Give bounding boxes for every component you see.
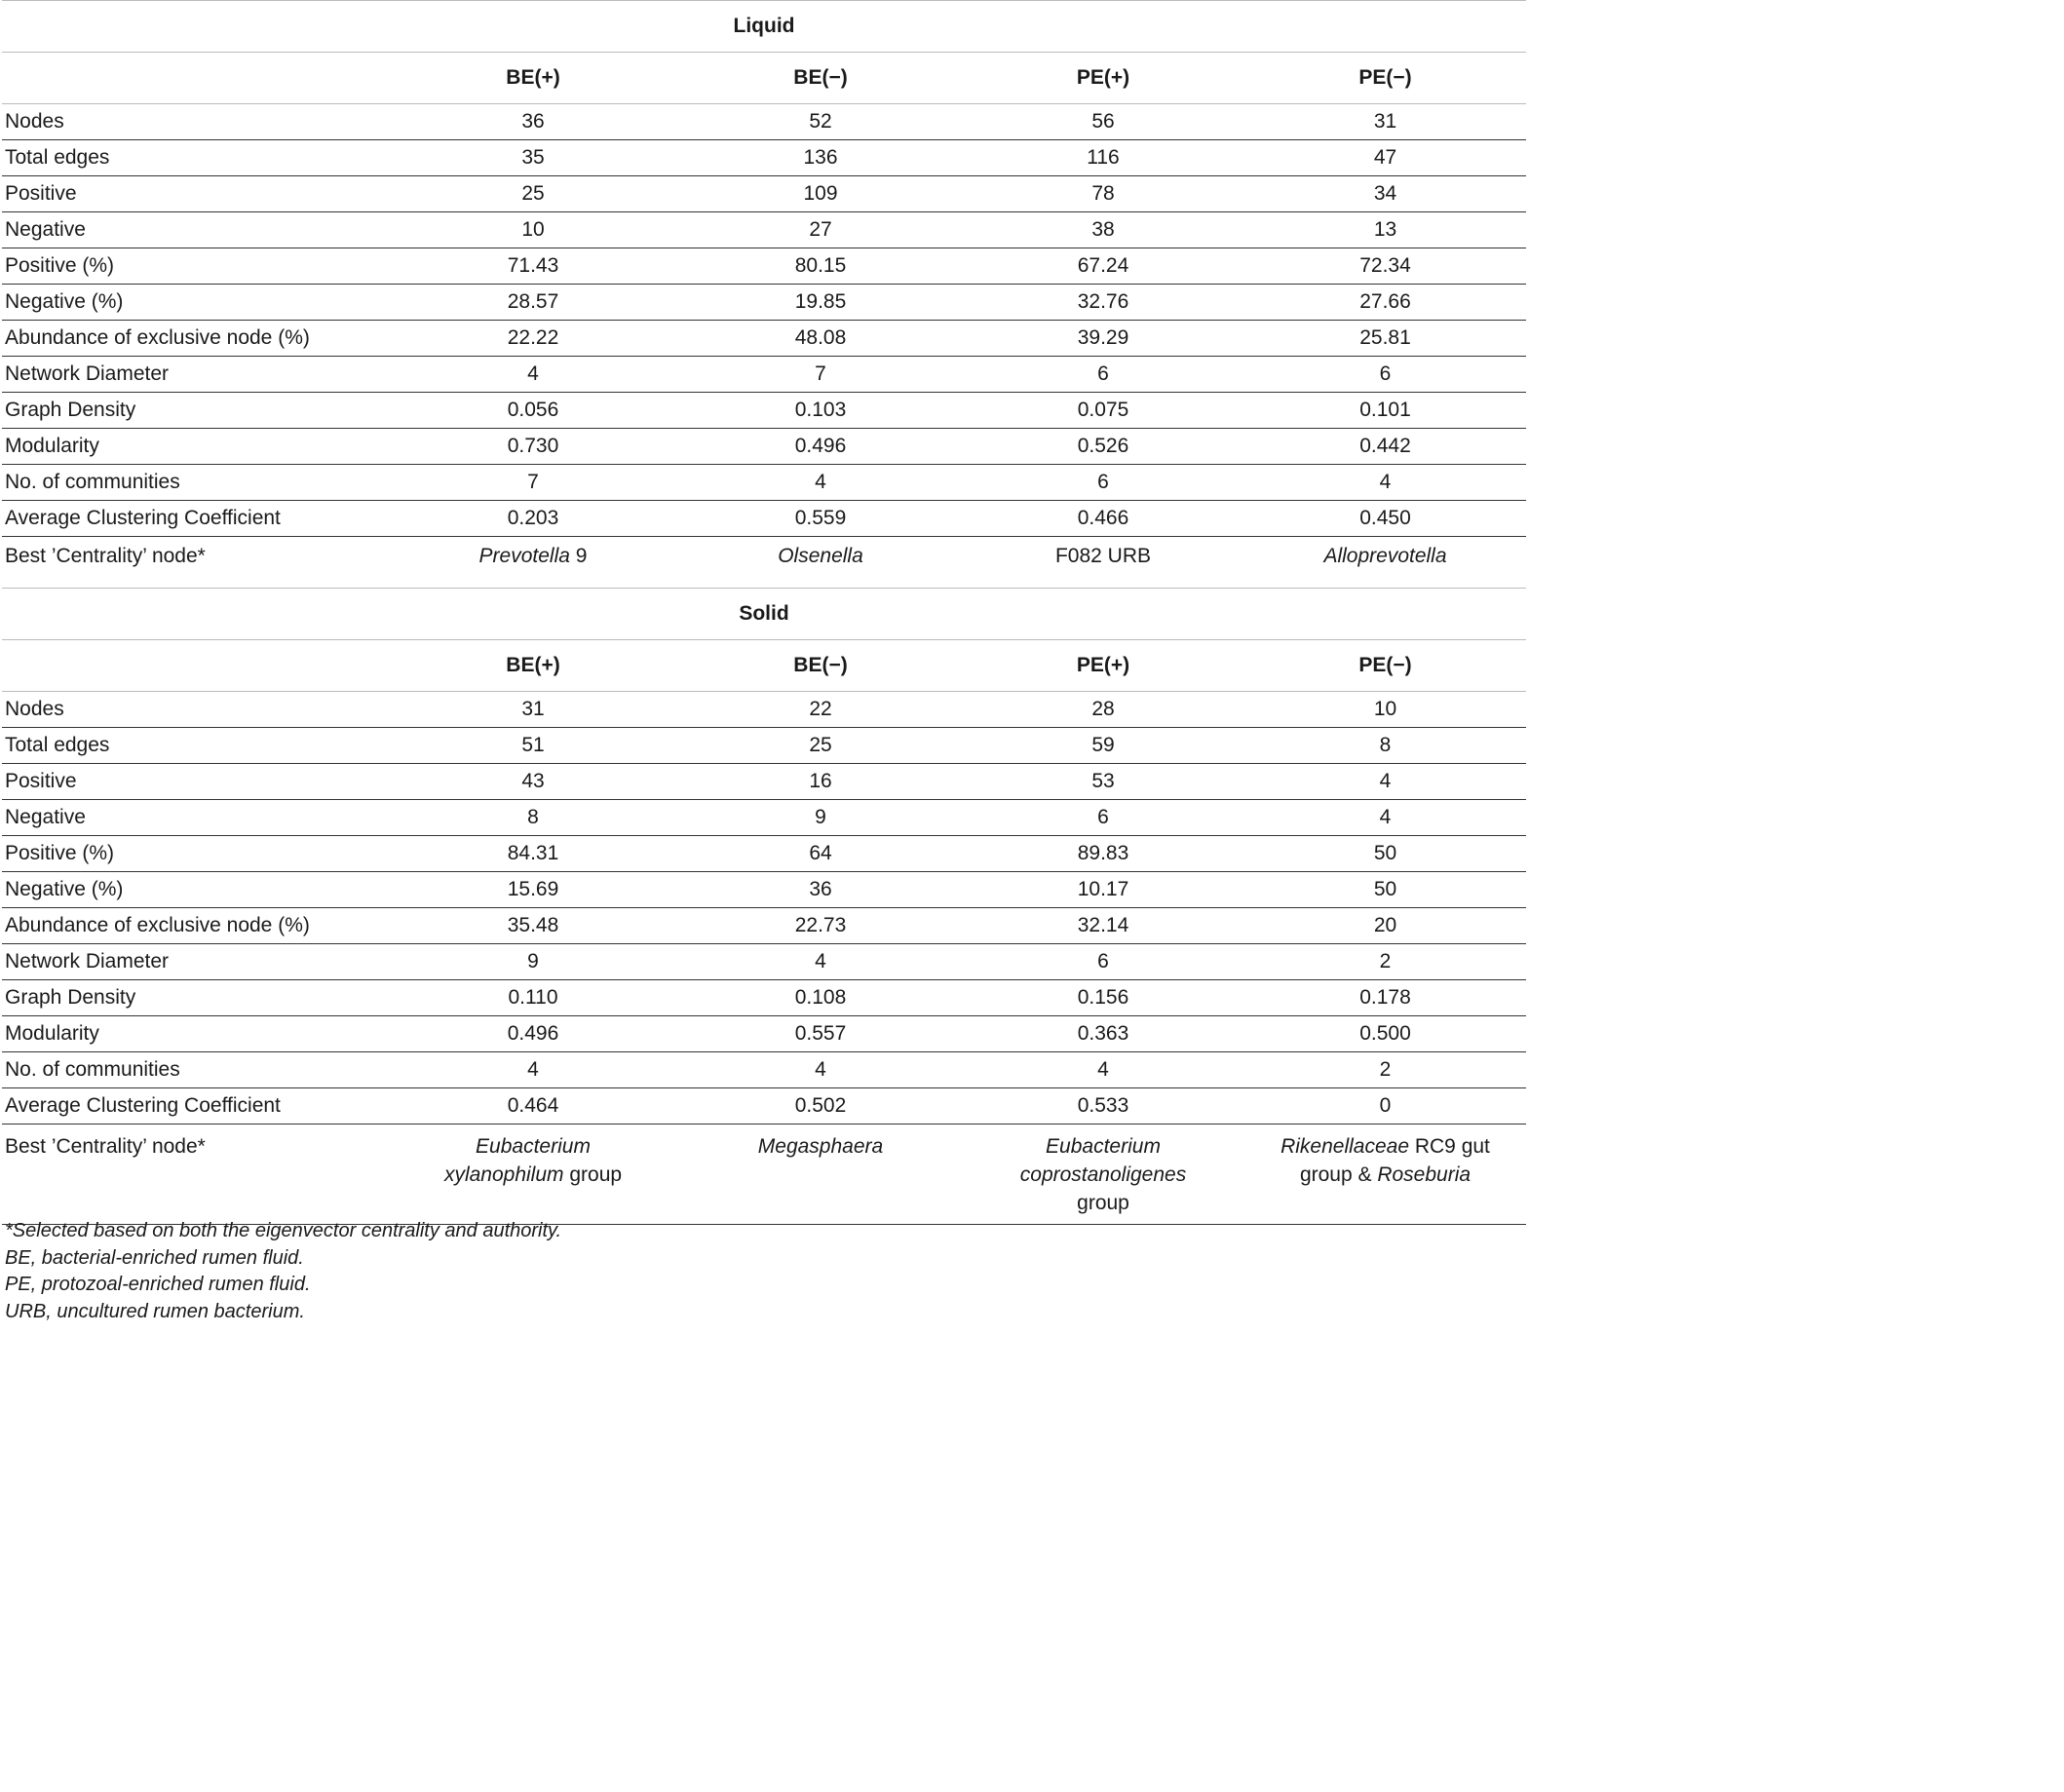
table-footnotes [5, 1218, 561, 1325]
table-row [2, 321, 1526, 357]
table-row [2, 285, 1526, 321]
table-cell: 48.08 [679, 321, 962, 357]
column-header-blank [2, 53, 387, 104]
table-row [2, 728, 1526, 764]
table-cell: 35.48 [387, 908, 679, 944]
table-cell: 32.76 [962, 285, 1244, 321]
table-cell: 28 [962, 692, 1244, 728]
table-row [2, 1088, 1526, 1125]
table-cell: 0.110 [387, 980, 679, 1016]
table-cell: 39.29 [962, 321, 1244, 357]
centrality-pe-plus: Eubacterium coprostanoligenes group [962, 1125, 1244, 1225]
table-cell: 6 [962, 944, 1244, 980]
table-cell: 2 [1244, 1052, 1526, 1088]
liquid-rows [2, 104, 1526, 537]
solid-title: Solid [2, 589, 1526, 640]
table-cell: 51 [387, 728, 679, 764]
table-cell: 4 [1244, 465, 1526, 501]
table-cell: 0.533 [962, 1088, 1244, 1125]
table-cell: 4 [387, 357, 679, 393]
footnote: BE, bacterial-enriched rumen fluid. [5, 1246, 304, 1269]
table-cell: 80.15 [679, 248, 962, 285]
row-label: Abundance of exclusive node (%) [2, 321, 387, 357]
table-cell: 0.056 [387, 393, 679, 429]
row-label: Best ’Centrality’ node* [2, 1125, 387, 1225]
table-cell: 71.43 [387, 248, 679, 285]
table-cell: 52 [679, 104, 962, 140]
table-cell: 50 [1244, 836, 1526, 872]
table-row [2, 501, 1526, 537]
table-cell: 4 [679, 465, 962, 501]
table-cell: 4 [387, 1052, 679, 1088]
table-row [2, 692, 1526, 728]
table-cell: 6 [962, 465, 1244, 501]
table-row [2, 357, 1526, 393]
table-cell: 116 [962, 140, 1244, 176]
table-cell: 0.108 [679, 980, 962, 1016]
table-cell: 22.22 [387, 321, 679, 357]
table-row [2, 1052, 1526, 1088]
table-cell: 0.500 [1244, 1016, 1526, 1052]
footnote: URB, uncultured rumen bacterium. [5, 1300, 305, 1322]
table-cell: 0.466 [962, 501, 1244, 537]
table-row [2, 836, 1526, 872]
row-label: Negative (%) [2, 285, 387, 321]
table-row [2, 944, 1526, 980]
liquid-column-header-row [2, 53, 1526, 104]
table-cell: 84.31 [387, 836, 679, 872]
table-cell: 10 [1244, 692, 1526, 728]
table-cell: 43 [387, 764, 679, 800]
row-label: Positive [2, 764, 387, 800]
table-cell: 22 [679, 692, 962, 728]
footnote: *Selected based on both the eigenvector centrality and authority. [5, 1220, 562, 1241]
table-cell: 4 [1244, 800, 1526, 836]
column-header-pe-plus: PE(+) [962, 640, 1244, 692]
table-cell: 10.17 [962, 872, 1244, 908]
table-cell: 0.450 [1244, 501, 1526, 537]
table-cell: 0.502 [679, 1088, 962, 1125]
table-cell: 8 [1244, 728, 1526, 764]
centrality-pe-plus: F082 URB [962, 537, 1244, 589]
row-label: Modularity [2, 1016, 387, 1052]
row-label: Network Diameter [2, 357, 387, 393]
table-row [2, 140, 1526, 176]
table-row [2, 176, 1526, 212]
row-label: Nodes [2, 692, 387, 728]
row-label: Average Clustering Coefficient [2, 501, 387, 537]
table-cell: 109 [679, 176, 962, 212]
table-row [2, 800, 1526, 836]
table-row [2, 248, 1526, 285]
centrality-pe-minus: Alloprevotella [1244, 537, 1526, 589]
table-row [2, 212, 1526, 248]
table-cell: 4 [1244, 764, 1526, 800]
table-cell: 4 [679, 1052, 962, 1088]
table-cell: 0.103 [679, 393, 962, 429]
table-cell: 22.73 [679, 908, 962, 944]
table-row [2, 393, 1526, 429]
table-cell: 10 [387, 212, 679, 248]
centrality-be-minus: Megasphaera [679, 1125, 962, 1225]
footnote: PE, protozoal-enriched rumen fluid. [5, 1274, 311, 1295]
row-label: Abundance of exclusive node (%) [2, 908, 387, 944]
table-cell: 13 [1244, 212, 1526, 248]
table-cell: 7 [387, 465, 679, 501]
table-cell: 25.81 [1244, 321, 1526, 357]
table-row [2, 429, 1526, 465]
table-cell: 0.178 [1244, 980, 1526, 1016]
column-header-be-plus: BE(+) [387, 640, 679, 692]
table-row [2, 104, 1526, 140]
table-cell: 28.57 [387, 285, 679, 321]
table-cell: 72.34 [1244, 248, 1526, 285]
table-cell: 0.730 [387, 429, 679, 465]
table-cell: 0.464 [387, 1088, 679, 1125]
table-cell: 64 [679, 836, 962, 872]
table-cell: 59 [962, 728, 1244, 764]
table-cell: 8 [387, 800, 679, 836]
table-cell: 47 [1244, 140, 1526, 176]
row-label: Negative [2, 800, 387, 836]
column-header-pe-minus: PE(−) [1244, 53, 1526, 104]
table-cell: 50 [1244, 872, 1526, 908]
solid-section-header [2, 589, 1526, 640]
liquid-section-header [2, 1, 1526, 53]
table-cell: 4 [962, 1052, 1244, 1088]
column-header-be-minus: BE(−) [679, 53, 962, 104]
table-cell: 32.14 [962, 908, 1244, 944]
column-header-pe-plus: PE(+) [962, 53, 1244, 104]
table-cell: 0.442 [1244, 429, 1526, 465]
table-cell: 89.83 [962, 836, 1244, 872]
table-cell: 56 [962, 104, 1244, 140]
liquid-centrality-row [2, 537, 1526, 589]
table-cell: 9 [387, 944, 679, 980]
centrality-pe-minus: Rikenellaceae RC9 gut group & Roseburia [1244, 1125, 1526, 1225]
table-cell: 6 [1244, 357, 1526, 393]
row-label: Average Clustering Coefficient [2, 1088, 387, 1125]
table-cell: 0.496 [387, 1016, 679, 1052]
table-cell: 35 [387, 140, 679, 176]
table-cell: 2 [1244, 944, 1526, 980]
table-cell: 7 [679, 357, 962, 393]
column-header-pe-minus: PE(−) [1244, 640, 1526, 692]
table-cell: 0.557 [679, 1016, 962, 1052]
network-properties-table [2, 0, 1526, 1225]
table-row [2, 908, 1526, 944]
solid-centrality-row [2, 1125, 1526, 1225]
table-cell: 0.101 [1244, 393, 1526, 429]
table-row [2, 465, 1526, 501]
table-cell: 9 [679, 800, 962, 836]
table-cell: 0.203 [387, 501, 679, 537]
table-cell: 27.66 [1244, 285, 1526, 321]
table-cell: 31 [387, 692, 679, 728]
table-cell: 53 [962, 764, 1244, 800]
table-cell: 27 [679, 212, 962, 248]
table-cell: 36 [387, 104, 679, 140]
table-cell: 34 [1244, 176, 1526, 212]
table-cell: 0.156 [962, 980, 1244, 1016]
table-cell: 20 [1244, 908, 1526, 944]
table-cell: 67.24 [962, 248, 1244, 285]
row-label: Negative [2, 212, 387, 248]
table-cell: 136 [679, 140, 962, 176]
column-header-be-minus: BE(−) [679, 640, 962, 692]
table-cell: 4 [679, 944, 962, 980]
column-header-be-plus: BE(+) [387, 53, 679, 104]
table-cell: 36 [679, 872, 962, 908]
table-cell: 78 [962, 176, 1244, 212]
centrality-be-minus: Olsenella [679, 537, 962, 589]
centrality-be-plus: Prevotella 9 [387, 537, 679, 589]
row-label: Positive [2, 176, 387, 212]
table-cell: 0.363 [962, 1016, 1244, 1052]
liquid-title: Liquid [2, 1, 1526, 53]
solid-column-header-row [2, 640, 1526, 692]
table-cell: 0.496 [679, 429, 962, 465]
row-label: Positive (%) [2, 248, 387, 285]
column-header-blank [2, 640, 387, 692]
row-label: No. of communities [2, 465, 387, 501]
row-label: Graph Density [2, 393, 387, 429]
table-cell: 0.559 [679, 501, 962, 537]
row-label: Total edges [2, 140, 387, 176]
table-row [2, 1016, 1526, 1052]
table-cell: 16 [679, 764, 962, 800]
row-label: Network Diameter [2, 944, 387, 980]
table-cell: 25 [679, 728, 962, 764]
table-row [2, 764, 1526, 800]
table-cell: 0.075 [962, 393, 1244, 429]
table-cell: 31 [1244, 104, 1526, 140]
table-cell: 0 [1244, 1088, 1526, 1125]
table-row [2, 872, 1526, 908]
row-label: Nodes [2, 104, 387, 140]
table-row [2, 980, 1526, 1016]
row-label: Positive (%) [2, 836, 387, 872]
centrality-be-plus: Eubacterium xylanophilum group [387, 1125, 679, 1225]
row-label: Total edges [2, 728, 387, 764]
row-label: Modularity [2, 429, 387, 465]
table-cell: 38 [962, 212, 1244, 248]
row-label: No. of communities [2, 1052, 387, 1088]
table-cell: 0.526 [962, 429, 1244, 465]
row-label: Best ’Centrality’ node* [2, 537, 387, 589]
table-cell: 25 [387, 176, 679, 212]
table-cell: 6 [962, 800, 1244, 836]
table-cell: 19.85 [679, 285, 962, 321]
table-cell: 6 [962, 357, 1244, 393]
row-label: Graph Density [2, 980, 387, 1016]
row-label: Negative (%) [2, 872, 387, 908]
table-cell: 15.69 [387, 872, 679, 908]
solid-rows [2, 692, 1526, 1125]
